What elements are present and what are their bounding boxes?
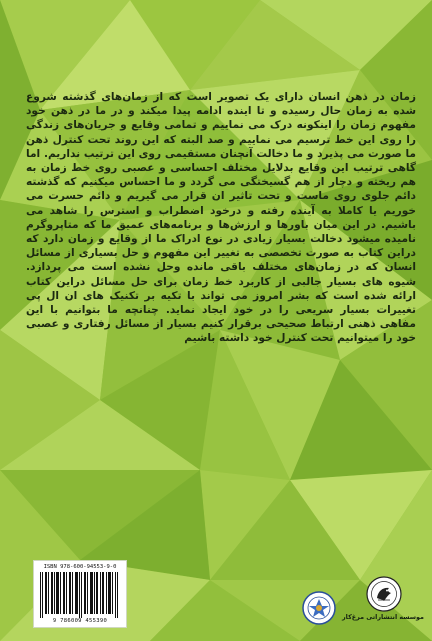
- isbn-label: ISBN 978-600-94553-9-0: [43, 564, 117, 570]
- isbn-barcode: [33, 560, 127, 628]
- circular-emblem-logo: [302, 591, 336, 625]
- publisher-name: موسسه انتشاراتی مرغ‌کار: [341, 613, 424, 621]
- barcode-bars: [38, 572, 122, 618]
- publisher-logo: [366, 576, 402, 612]
- back-cover-description: [26, 90, 416, 346]
- barcode-number: 9 786009 455390: [52, 618, 108, 624]
- description-paragraph: زمان در ذهن انسان دارای یک تصویر است که از زمان‌های گذشته شروع شده به زمان حال رسیده و تا اینده ادامه پیدا میکند و در ما در ذهن خود مفهوم زمان را اینکونه درک می نماییم و تمامی وقایع و جریان‌های زندگی را روی این خط ترسیم می نماییم و صد البته که این روند تحت کنترل ذهن ما صورت می پذیرد و ما دخالت آنچنان مستقیمی روی این ترتیب نداریم. اما گاهی ترتیب این وقایع بدلایل مختلف احساسی و عصبی روی خط زمان به هم ریخته و دچار از هم گسیختگی می گردد و ما احساس میکنیم که گذشته دائم جلوی روی ماست و تحت تاثیر ان قرار می گیریم و دائم حسرت می خوریم یا کاملا به آینده رفته و درخود اضطراب و استرس را شاهد می باشیم. در این میان باورها و ارزش‌ها و برنامه‌های عمیق ما که متاپروگرم نامیده میشود دخالت بسیار زیادی در نوع ادراک ما از وقایع و زمان دارد که دراین کتاب به صورت تخصصی به تغییر این مفهوم و حل بسیاری از مسائل انسان که در زمان‌های مختلف باقی مانده وحل نشده است می پردازد. شیوه های بسیار جالبی از کاربرد خط زمان برای حل مسائل دراین کتاب ارائه شده است که بشر امروز می تواند با تکیه بر تکنیک های ان ال پی تغییرات بسیار سریعی را در خود ایجاد نماید. چنانچه ما بتوانیم با این مفاهی ذهنی ارتباط صحیحی برقرار کنیم بسیار از مسائل رفتاری و عصبی خود را میتوانیم تحت کنترل خود داشته باشیم: [26, 91, 416, 345]
